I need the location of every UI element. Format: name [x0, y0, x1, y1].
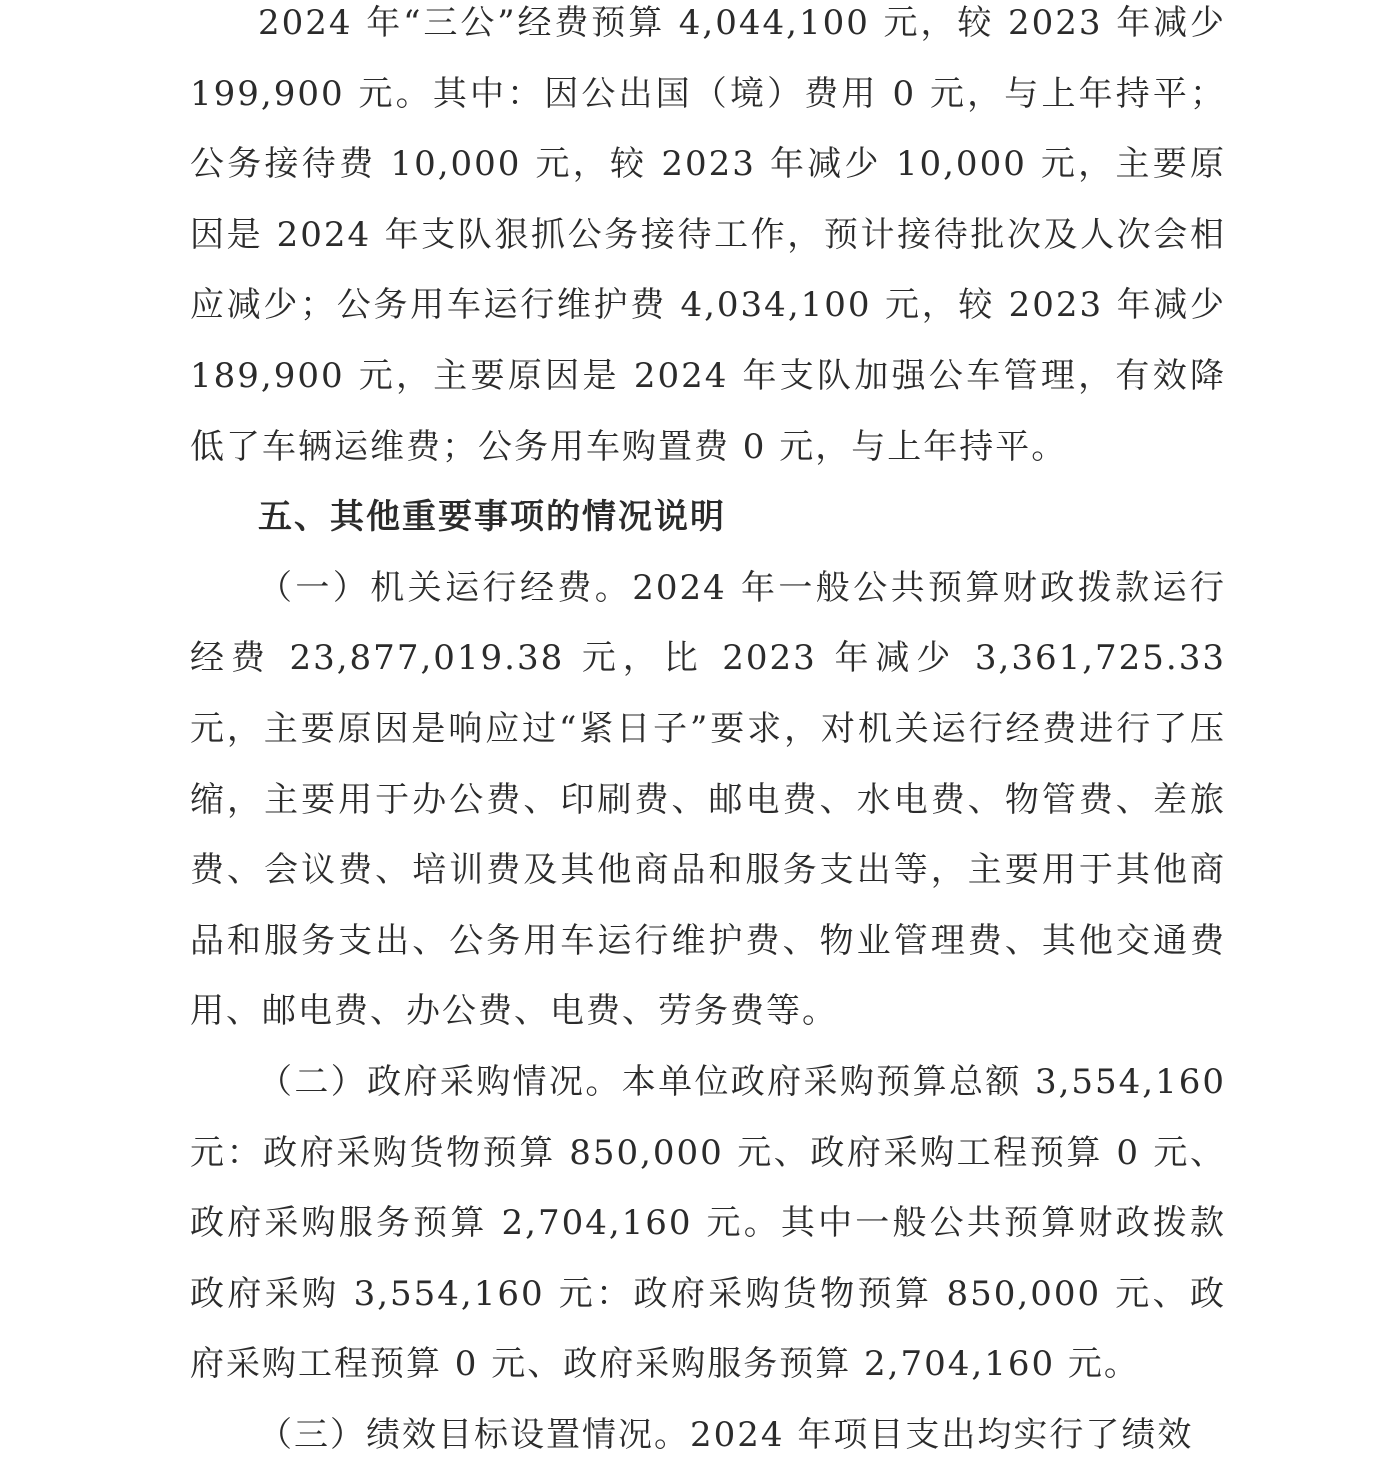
paragraph-three-public-expenses: 2024 年“三公”经费预算 4,044,100 元，较 2023 年减少 199,900 元。其中：因公出国（境）费用 0 元，与上年持平；公务接待费 10,000 元，较 2023 年减少 10,000 元，主要原因是 2024 年支队狠抓公务接待工作，预计接待批次及人次会相应减少；公务用车运行维护费 4,034,100 元，较 2023 年减少 189,900 元，主要原因是 2024 年支队加强公车管理，有效降低了车辆运维费；公务用车购置费 0 元，与上年持平。 [190, 3, 1226, 467]
section-heading-other-matters: 五、其他重要事项的情况说明 [258, 497, 726, 538]
paragraph-performance-targets: （三）绩效目标设置情况。2024 年项目支出均实行了绩效 [258, 1414, 1194, 1455]
paragraph-government-procurement: （二）政府采购情况。本单位政府采购预算总额 3,554,160 元：政府采购货物预算 850,000 元、政府采购工程预算 0 元、政府采购服务预算 2,704,160 元。其中一般公共预算财政拨款政府采购 3,554,160 元：政府采购货物预算 850,000 元、政府采购工程预算 0 元、政府采购服务预算 2,704,160 元。 [190, 1061, 1226, 1385]
document-page [190, 0, 1226, 1470]
paragraph-operating-expenses: （一）机关运行经费。2024 年一般公共预算财政拨款运行经费 23,877,019.38 元，比 2023 年减少 3,361,725.33 元，主要原因是响应过“紧日子”要求，对机关运行经费进行了压缩，主要用于办公费、印刷费、邮电费、水电费、物管费、差旅费、会议费、培训费及其他商品和服务支出等，主要用于其他商品和服务支出、公务用车运行维护费、物业管理费、其他交通费用、邮电费、办公费、电费、劳务费等。 [190, 567, 1226, 1032]
